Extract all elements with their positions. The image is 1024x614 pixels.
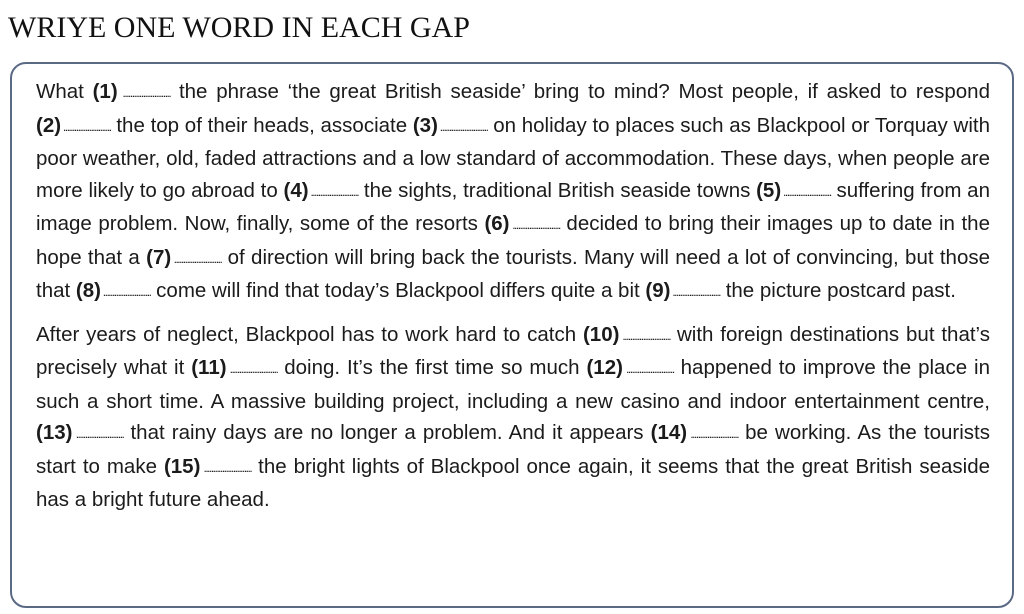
text-segment: doing. It’s the first time so much — [277, 356, 587, 379]
gap-15[interactable] — [164, 455, 251, 478]
gap-number: (5) — [756, 178, 782, 202]
gap-7[interactable] — [146, 246, 221, 269]
gap-number: (7) — [146, 245, 172, 269]
gap-8[interactable] — [76, 279, 151, 302]
text-segment: of direction will bring back the tourists. Many will need a lot of convincing, but those that — [36, 245, 990, 302]
gap-number: (11) — [191, 356, 227, 379]
gap-1[interactable] — [93, 80, 171, 103]
gap-number: (13) — [36, 421, 73, 444]
gap-10[interactable] — [583, 323, 670, 346]
page-title: WRIYE ONE WORD IN EACH GAP — [8, 11, 470, 44]
gap-dotted-line[interactable]: .......................... — [100, 285, 151, 299]
gap-dotted-line[interactable]: .......................... — [61, 119, 111, 134]
gap-13[interactable] — [36, 421, 123, 444]
gap-dotted-line[interactable]: .......................... — [622, 362, 674, 376]
text-segment: come will find that today’s Blackpool differs quite a bit — [150, 279, 646, 302]
gap-dotted-line[interactable]: .......................... — [226, 362, 278, 376]
gap-6[interactable] — [484, 212, 559, 235]
gap-number: (6) — [484, 212, 510, 235]
gap-number: (1) — [92, 80, 118, 103]
text-segment: the picture postcard past. — [720, 279, 956, 302]
paragraph-1 — [36, 76, 990, 309]
gap-2[interactable] — [36, 114, 111, 137]
gap-5[interactable] — [756, 179, 831, 202]
gap-12[interactable] — [586, 356, 673, 379]
text-segment: After years of neglect, Blackpool has to work hard to catch — [36, 322, 583, 346]
text-segment: happened to improve the place in such a short time. A massive building project, including a new casino and indoor entertainment centre, — [36, 356, 990, 413]
gap-number: (2) — [36, 113, 62, 137]
gap-dotted-line[interactable]: .......................... — [200, 460, 252, 475]
gap-14[interactable] — [651, 421, 738, 444]
gap-dotted-line[interactable]: .......................... — [670, 285, 721, 299]
gap-dotted-line[interactable]: .......................... — [308, 184, 359, 199]
text-segment: the sights, traditional British seaside towns — [358, 178, 757, 202]
text-segment: the bright lights of Blackpool once again, it seems that the great British seaside has a bright future ahead. — [36, 454, 990, 511]
gap-number: (8) — [75, 279, 101, 302]
gap-number: (3) — [412, 113, 438, 137]
gap-3[interactable] — [413, 114, 488, 137]
gap-9[interactable] — [645, 279, 720, 302]
gap-dotted-line[interactable]: .......................... — [687, 427, 739, 441]
gap-dotted-line[interactable]: .......................... — [171, 251, 222, 266]
gap-number: (15) — [163, 454, 201, 478]
gap-number: (4) — [283, 178, 309, 202]
gap-4[interactable] — [284, 179, 359, 202]
gap-dotted-line[interactable]: .......................... — [117, 86, 171, 100]
text-segment: suffering from an image problem. Now, finally, some of the resorts — [36, 178, 990, 235]
gap-dotted-line[interactable]: .......................... — [437, 119, 488, 134]
gap-dotted-line[interactable]: .......................... — [509, 218, 560, 232]
gap-dotted-line[interactable]: .......................... — [619, 328, 671, 343]
paragraph-2 — [36, 319, 990, 516]
gap-dotted-line[interactable]: .......................... — [781, 184, 831, 199]
text-segment: that rainy days are no longer a problem. And it appears — [123, 421, 651, 444]
gap-11[interactable] — [191, 356, 277, 379]
gap-dotted-line[interactable]: .......................... — [72, 427, 124, 441]
text-segment: What — [36, 80, 93, 103]
text-segment: on holiday to places such as Blackpool or Torquay with poor weather, old, faded attractions and a low standard of accommodation. These days, when people are more likely to go abroad to — [36, 113, 990, 202]
gap-number: (9) — [645, 279, 671, 302]
text-segment: be working. As the tourists start to make — [36, 421, 990, 478]
text-segment: decided to bring their images up to date in the hope that a — [36, 212, 990, 269]
text-segment: the top of their heads, associate — [110, 113, 413, 137]
gap-fill-text — [36, 76, 990, 516]
gap-number: (10) — [582, 322, 620, 346]
gap-number: (14) — [650, 421, 688, 444]
text-segment: the phrase ‘the great British seaside’ bring to mind? Most people, if asked to respond — [170, 80, 990, 103]
text-segment: with foreign destinations but that’s precisely what it — [36, 322, 990, 379]
gap-number: (12) — [586, 356, 623, 379]
